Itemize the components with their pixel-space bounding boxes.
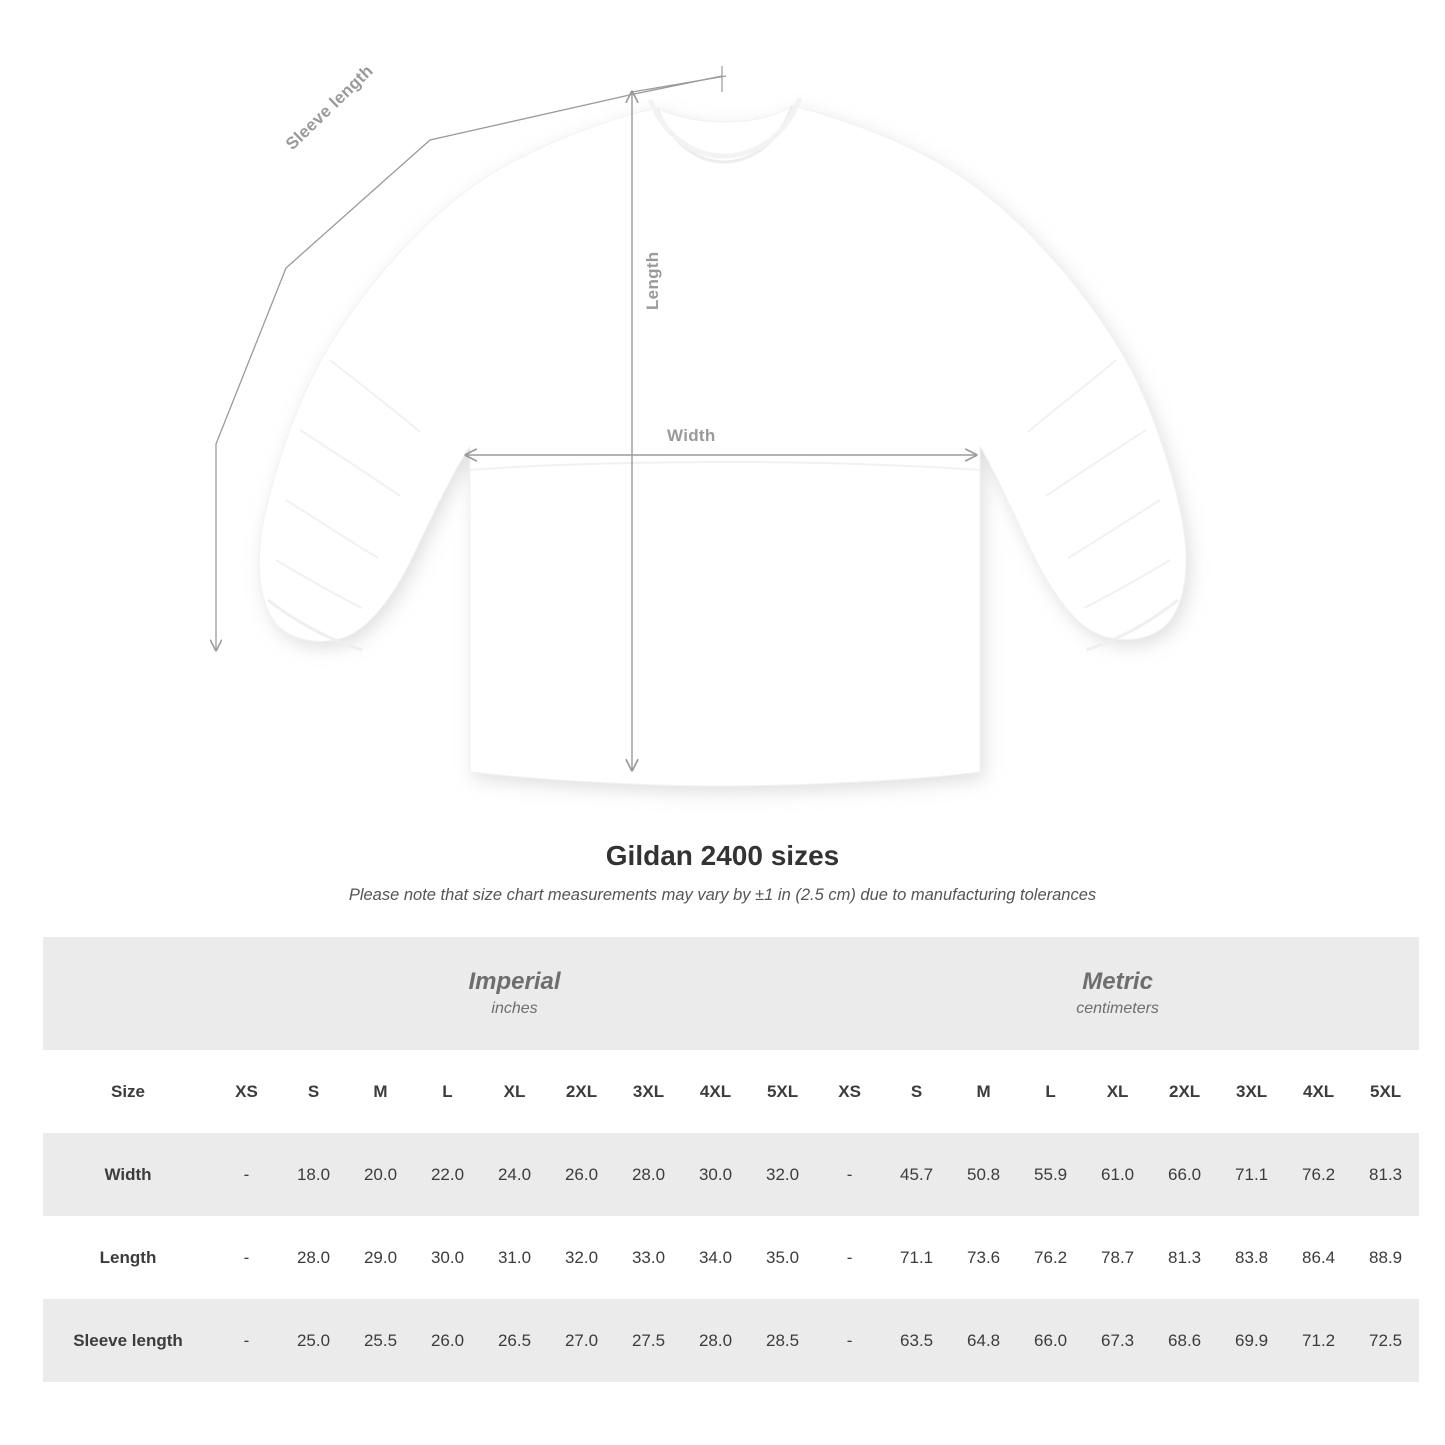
shirt-shape [259, 106, 1186, 786]
length-label: Length [643, 251, 662, 310]
width-met-4: 61.0 [1084, 1133, 1151, 1216]
width-met-6: 71.1 [1218, 1133, 1285, 1216]
size-header-imp-7: 4XL [682, 1050, 749, 1133]
sleeve-met-4: 67.3 [1084, 1299, 1151, 1382]
imperial-name: Imperial [468, 967, 561, 995]
size-header-imp-8: 5XL [749, 1050, 816, 1133]
size-table-wrapper [0, 937, 1445, 1382]
sleeve-met-3: 66.0 [1017, 1299, 1084, 1382]
width-met-3: 55.9 [1017, 1133, 1084, 1216]
size-header-met-5: 2XL [1151, 1050, 1218, 1133]
size-header-met-7: 4XL [1285, 1050, 1352, 1133]
width-met-1: 45.7 [883, 1133, 950, 1216]
size-header-imp-1: S [280, 1050, 347, 1133]
sleeve-met-5: 68.6 [1151, 1299, 1218, 1382]
length-imp-4: 31.0 [481, 1216, 548, 1299]
table-row-length [43, 1216, 1419, 1299]
sleeve-imp-7: 28.0 [682, 1299, 749, 1382]
unit-header-metric [816, 937, 1419, 1050]
size-header-met-6: 3XL [1218, 1050, 1285, 1133]
size-header-met-1: S [883, 1050, 950, 1133]
sleeve-imp-3: 26.0 [414, 1299, 481, 1382]
sleeve-met-6: 69.9 [1218, 1299, 1285, 1382]
length-imp-6: 33.0 [615, 1216, 682, 1299]
sleeve-imp-2: 25.5 [347, 1299, 414, 1382]
width-met-2: 50.8 [950, 1133, 1017, 1216]
sleeve-imp-4: 26.5 [481, 1299, 548, 1382]
sleeve-imp-8: 28.5 [749, 1299, 816, 1382]
imperial-sub: inches [491, 999, 538, 1017]
row-label-sleeve-length: Sleeve length [43, 1299, 213, 1382]
length-met-7: 86.4 [1285, 1216, 1352, 1299]
size-header-met-4: XL [1084, 1050, 1151, 1133]
width-imp-3: 22.0 [414, 1133, 481, 1216]
size-header-imp-2: M [347, 1050, 414, 1133]
width-label: Width [667, 426, 716, 445]
sleeve-met-1: 63.5 [883, 1299, 950, 1382]
row-label-length: Length [43, 1216, 213, 1299]
size-header-imp-3: L [414, 1050, 481, 1133]
length-imp-0: - [213, 1216, 280, 1299]
length-met-0: - [816, 1216, 883, 1299]
length-met-2: 73.6 [950, 1216, 1017, 1299]
length-imp-5: 32.0 [548, 1216, 615, 1299]
length-imp-7: 34.0 [682, 1216, 749, 1299]
sleeve-imp-6: 27.5 [615, 1299, 682, 1382]
unit-header-imperial [213, 937, 816, 1050]
width-met-8: 81.3 [1352, 1133, 1419, 1216]
tolerance-note: Please note that size chart measurements may vary by ±1 in (2.5 cm) due to manufacturing tolerances [348, 886, 1097, 904]
size-header-imp-0: XS [213, 1050, 280, 1133]
unit-header-empty [43, 937, 213, 1050]
length-met-6: 83.8 [1218, 1216, 1285, 1299]
size-row-label: Size [43, 1050, 213, 1133]
width-imp-8: 32.0 [749, 1133, 816, 1216]
length-imp-2: 29.0 [347, 1216, 414, 1299]
row-label-width: Width [43, 1133, 213, 1216]
metric-sub: centimeters [1076, 999, 1159, 1017]
width-met-5: 66.0 [1151, 1133, 1218, 1216]
width-imp-1: 18.0 [280, 1133, 347, 1216]
length-met-8: 88.9 [1352, 1216, 1419, 1299]
table-row-width [43, 1133, 1419, 1216]
size-header-imp-4: XL [481, 1050, 548, 1133]
length-imp-8: 35.0 [749, 1216, 816, 1299]
metric-name: Metric [1082, 967, 1153, 995]
size-header-imp-5: 2XL [548, 1050, 615, 1133]
size-header-imp-6: 3XL [615, 1050, 682, 1133]
sleeve-met-0: - [816, 1299, 883, 1382]
sleeve-imp-0: - [213, 1299, 280, 1382]
width-met-7: 76.2 [1285, 1133, 1352, 1216]
size-header-row [43, 1050, 1419, 1133]
width-imp-0: - [213, 1133, 280, 1216]
length-met-5: 81.3 [1151, 1216, 1218, 1299]
sleeve-met-8: 72.5 [1352, 1299, 1419, 1382]
unit-header-row [43, 937, 1419, 1050]
size-table [43, 937, 1419, 1382]
sleeve-imp-1: 25.0 [280, 1299, 347, 1382]
width-imp-7: 30.0 [682, 1133, 749, 1216]
width-imp-4: 24.0 [481, 1133, 548, 1216]
size-header-met-0: XS [816, 1050, 883, 1133]
width-imp-2: 20.0 [347, 1133, 414, 1216]
sleeve-met-7: 71.2 [1285, 1299, 1352, 1382]
length-met-1: 71.1 [883, 1216, 950, 1299]
sleeve-imp-5: 27.0 [548, 1299, 615, 1382]
table-row-sleeve-length [43, 1299, 1419, 1382]
length-imp-1: 28.0 [280, 1216, 347, 1299]
title-block [0, 840, 1445, 905]
size-header-met-2: M [950, 1050, 1017, 1133]
width-met-0: - [816, 1133, 883, 1216]
width-imp-5: 26.0 [548, 1133, 615, 1216]
sleeve-met-2: 64.8 [950, 1299, 1017, 1382]
width-imp-6: 28.0 [615, 1133, 682, 1216]
chart-title: Gildan 2400 sizes [605, 840, 840, 871]
size-header-met-8: 5XL [1352, 1050, 1419, 1133]
length-met-4: 78.7 [1084, 1216, 1151, 1299]
length-imp-3: 30.0 [414, 1216, 481, 1299]
length-met-3: 76.2 [1017, 1216, 1084, 1299]
size-header-met-3: L [1017, 1050, 1084, 1133]
sleeve-length-label: Sleeve length [282, 61, 377, 154]
